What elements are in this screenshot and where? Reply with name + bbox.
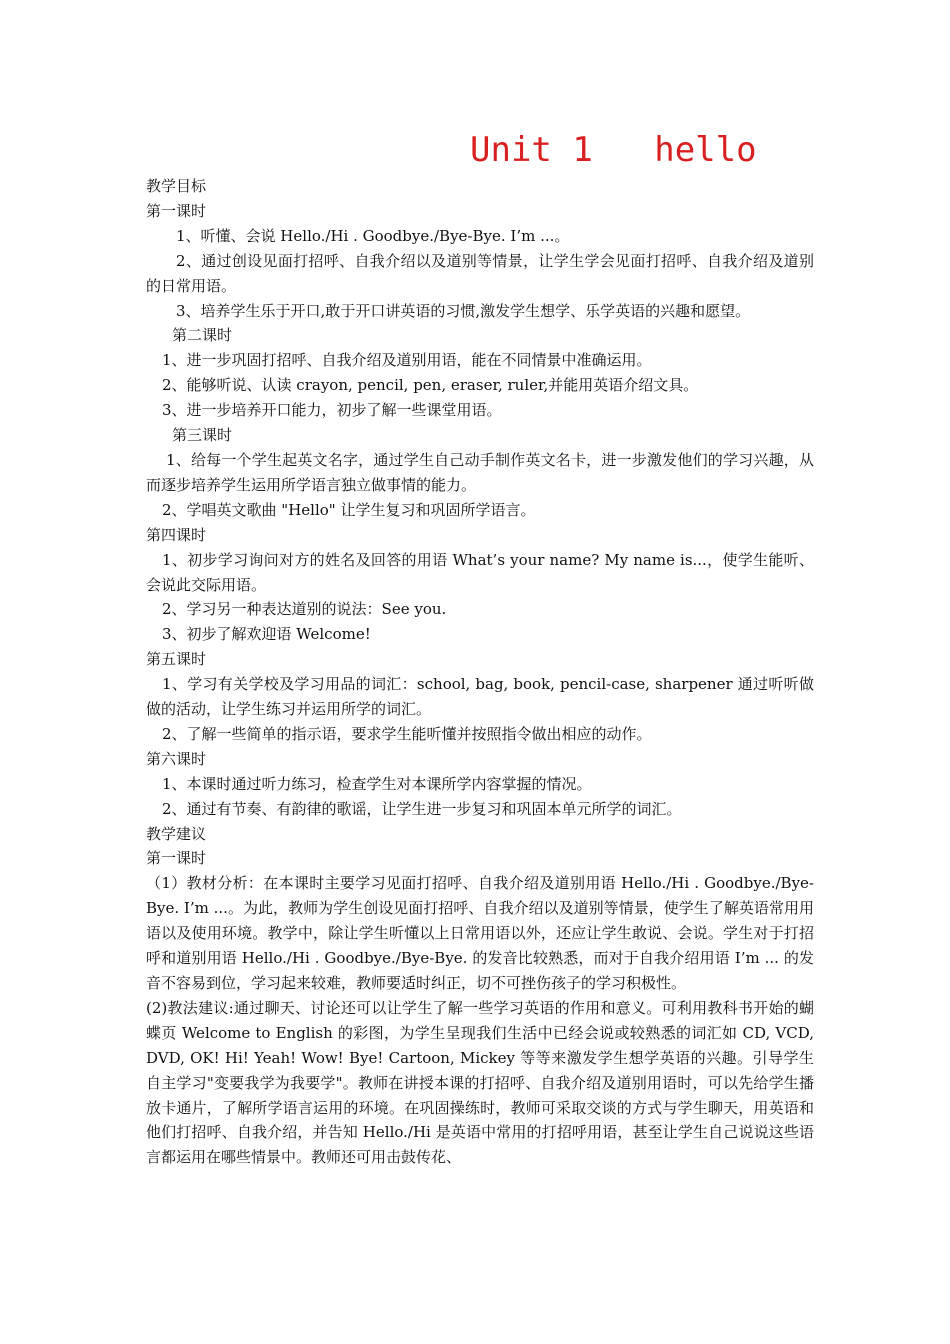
list-item: 1、学习有关学校及学习用品的词汇：school, bag, book, pencil-case, sharpener 通过听听做做的活动，让学生练习并运用所学的词汇。: [146, 675, 814, 719]
list-item: 1、给每一个学生起英文名字，通过学生自己动手制作英文名卡，进一步激发他们的学习兴趣，从而逐步培养学生运用所学语言独立做事情的能力。: [146, 450, 814, 494]
list-item: 3、进一步培养开口能力，初步了解一些课堂用语。: [162, 401, 502, 420]
lesson3-heading: 第三课时: [172, 426, 233, 445]
list-item: 1、初步学习询问对方的姓名及回答的用语 What’s your name? My name is...，使学生能听、会说此交际用语。: [146, 550, 814, 594]
list-item: 1、本课时通过听力练习，检查学生对本课所学内容掌握的情况。: [162, 774, 592, 793]
analysis-paragraph: （1）教材分析：在本课时主要学习见面打招呼、自我介绍及道别用语 Hello./Hi . Goodbye./Bye-Bye. I’m ...。为此，教师为学生创设见面打招呼、自我介绍以及道别等情景，使学生了解英语常用用语以及使用环境。教学中，除让学生听懂以上日常用语以外，还应让学生敢说、会说。学生对于打招呼和道别用语 Hello./Hi . Goodbye./Bye-Bye. 的发音比较熟悉，而对于自我介绍用语 I’m ... 的发音不容易到位，学习起来较难，教师要适时纠正，切不可挫伤孩子的学习积极性。: [146, 874, 814, 992]
list-item: 2、能够听说、认读 crayon, pencil, pen, eraser, ruler,并能用英语介绍文具。: [162, 376, 699, 395]
list-item: 3、培养学生乐于开口,敢于开口讲英语的习惯,激发学生想学、乐学英语的兴趣和愿望。: [176, 301, 751, 320]
lesson4-heading: 第四课时: [146, 525, 207, 544]
list-item: 2、学习另一种表达道别的说法：See you.: [162, 600, 447, 619]
lesson1-heading: 第一课时: [146, 201, 207, 220]
page-title: Unit 1 hello: [470, 130, 757, 170]
list-item: 2、了解一些简单的指示语，要求学生能听懂并按照指令做出相应的动作。: [162, 724, 652, 743]
list-item: 2、学唱英文歌曲 "Hello" 让学生复习和巩固所学语言。: [162, 500, 536, 519]
lesson6-heading: 第六课时: [146, 749, 207, 768]
list-item: 2、通过创设见面打招呼、自我介绍以及道别等情景，让学生学会见面打招呼、自我介绍及道别的日常用语。: [146, 251, 814, 295]
method-paragraph: (2)教法建议:通过聊天、讨论还可以让学生了解一些学习英语的作用和意义。可利用教科书开始的蝴蝶页 Welcome to English 的彩图，为学生呈现我们生活中已经会说或较熟悉的词汇如 CD, VCD, DVD, OK! Hi! Yeah! Wow! Bye! Cartoon, Mickey 等等来激发学生想学英语的兴趣。引导学生自主学习"变要我学为我要学"。教师在讲授本课的打招呼、自我介绍及道别用语时，可以先给学生播放卡通片，了解所学语言运用的环境。在巩固操练时，教师可采取交谈的方式与学生聊天，用英语和他们打招呼、自我介绍，并告知 Hello./Hi 是英语中常用的打招呼用语，甚至让学生自己说说这些语言都运用在哪些情景中。教师还可用击鼓传花、: [146, 998, 814, 1167]
list-item: 3、初步了解欢迎语 Welcome!: [162, 625, 371, 644]
objectives-heading: 教学目标: [146, 177, 207, 195]
lesson5-heading: 第五课时: [146, 650, 207, 669]
lesson2-heading: 第二课时: [172, 326, 233, 345]
document-body: [146, 174, 814, 1170]
suggestion-lesson1-heading: 第一课时: [146, 849, 207, 868]
suggestions-heading: 教学建议: [146, 824, 207, 843]
list-item: 1、听懂、会说 Hello./Hi . Goodbye./Bye-Bye. I’m ...。: [176, 226, 570, 245]
list-item: 2、通过有节奏、有韵律的歌谣，让学生进一步复习和巩固本单元所学的词汇。: [162, 799, 682, 818]
list-item: 1、进一步巩固打招呼、自我介绍及道别用语，能在不同情景中准确运用。: [162, 351, 652, 370]
